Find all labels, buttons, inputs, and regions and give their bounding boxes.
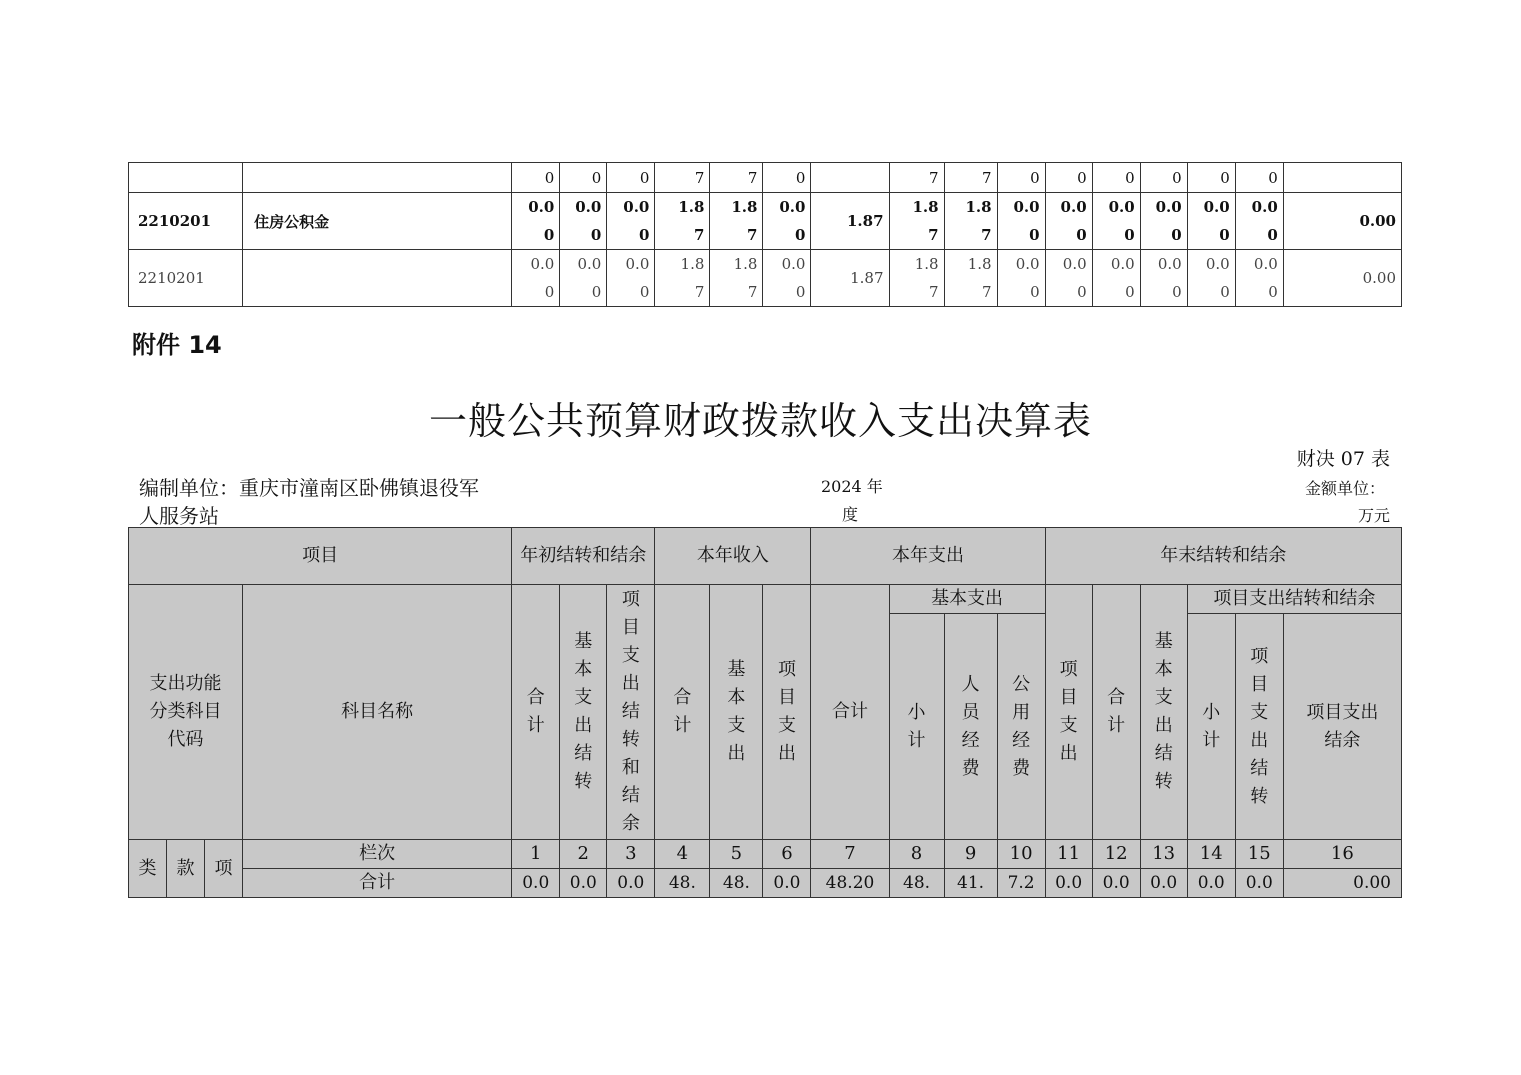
header-project-carry: [607, 585, 655, 840]
cell-line: 0.0: [1251, 198, 1278, 216]
cell-line: 0: [544, 283, 555, 301]
table-cell: 0.00: [1283, 250, 1401, 307]
header-end-basic-carry: [1140, 585, 1187, 840]
table-cell: [560, 193, 607, 250]
cell-line: 7: [929, 283, 939, 301]
header-begin-total-label: 合计: [526, 687, 545, 736]
column-number: 9: [944, 840, 997, 869]
table-cell: 7: [710, 163, 763, 193]
table-cell: [1045, 193, 1092, 250]
table-cell: [763, 250, 811, 307]
column-number: 1: [512, 840, 560, 869]
cell-line: 7: [981, 226, 992, 244]
total-label: 合计: [243, 869, 512, 898]
table-cell: 0: [1187, 163, 1235, 193]
header-end-project-carry-label: 项目支出结转: [1250, 645, 1269, 807]
table-cell: [710, 193, 763, 250]
table-cell: 0: [560, 163, 607, 193]
header-income-basic-label: 基本支出: [727, 659, 746, 764]
cell-line: 0: [1268, 283, 1278, 301]
cell-line: 1.8: [912, 198, 939, 216]
header-basic-carry: [560, 585, 607, 840]
cell-line: 1.8: [965, 198, 992, 216]
column-number: 10: [997, 840, 1045, 869]
column-number: 8: [889, 840, 944, 869]
total-cell: 0.0: [1187, 869, 1235, 898]
cell-line: 0.0: [1203, 198, 1230, 216]
table-cell: [997, 193, 1045, 250]
cell-line: 0: [1267, 226, 1278, 244]
header-expense-project: [1045, 585, 1092, 840]
header-public-label: 公用经费: [1012, 673, 1031, 779]
cell-line: 7: [982, 283, 992, 301]
total-cell: 0.0: [607, 869, 655, 898]
header-end-project-balance: [1283, 614, 1401, 840]
header-income-project: [763, 585, 811, 840]
column-number: 4: [655, 840, 710, 869]
table-row: [129, 250, 1402, 307]
header-end-total-label: 合计: [1107, 687, 1126, 736]
cell-line: 0.0: [1155, 198, 1182, 216]
year-line2: 度: [842, 505, 859, 524]
table-cell: 0: [997, 163, 1045, 193]
total-cell: 0.0: [1140, 869, 1187, 898]
table-cell: [1187, 250, 1235, 307]
page-title: 一般公共预算财政拨款收入支出决算表: [428, 399, 1092, 443]
table-cell: 0: [607, 163, 655, 193]
header-end-total: [1092, 585, 1140, 840]
header-end-basic-carry-label: 基本支出结转: [1154, 631, 1173, 792]
cell-line: 1.8: [733, 255, 758, 273]
table-cell: [1092, 193, 1140, 250]
table-cell: [710, 250, 763, 307]
table-cell: 0: [763, 163, 811, 193]
table-cell: 0: [1045, 163, 1092, 193]
table-cell: [1045, 250, 1092, 307]
column-number-row: [129, 840, 1402, 869]
header-func-code-label: 支出功能分类科目代码: [149, 673, 222, 750]
table-row: [129, 163, 1402, 193]
cell-line: 0: [543, 226, 555, 244]
column-number: 16: [1283, 840, 1401, 869]
column-number: 14: [1187, 840, 1235, 869]
cell-line: 0.0: [530, 255, 555, 273]
header-end-project: 项目支出结转和结余: [1187, 585, 1401, 614]
cell-line: 0: [1172, 283, 1182, 301]
header-expense-subtotal-label: 小计: [907, 701, 926, 751]
header-personnel: [944, 614, 997, 840]
cell-line: 0.0: [779, 198, 806, 216]
table-cell: [129, 163, 243, 193]
cell-line: 0.0: [1110, 255, 1135, 273]
header-begin-label: 年初结转和结余: [520, 545, 647, 566]
cell-line: 7: [694, 283, 705, 301]
cell-line: 0.0: [528, 198, 555, 216]
total-cell: 0.00: [1283, 869, 1401, 898]
cell-line: 1.8: [678, 198, 705, 216]
cell-line: 0: [1030, 283, 1040, 301]
cell-line: 0: [590, 226, 602, 244]
header-row: [129, 528, 1402, 585]
cell-line: 0: [1124, 226, 1135, 244]
table-cell: 0.00: [1283, 193, 1401, 250]
cell-line: 1.8: [914, 255, 939, 273]
column-number: 11: [1045, 840, 1092, 869]
header-begin-total: [512, 585, 560, 840]
table-cell: [811, 193, 889, 250]
total-cell: 48.: [889, 869, 944, 898]
total-cell: 48.: [655, 869, 710, 898]
cell-line: 0.0: [1205, 255, 1230, 273]
cell-line: 1.8: [731, 198, 758, 216]
header-income: 本年收入: [655, 528, 811, 585]
table-cell: [243, 163, 512, 193]
header-func-code: [129, 585, 243, 840]
table-cell: [889, 250, 944, 307]
cell-line: 0: [1220, 283, 1230, 301]
header-xiang: 项: [205, 840, 243, 898]
header-public: [997, 614, 1045, 840]
cell-line: 0.0: [1157, 255, 1182, 273]
total-cell: 0.0: [512, 869, 560, 898]
table-cell: 7: [944, 163, 997, 193]
header-end-subtotal-label: 小计: [1202, 701, 1221, 751]
table-cell: [944, 193, 997, 250]
table-cell: 0: [512, 163, 560, 193]
header-expense-project-label: 项目支出: [1059, 659, 1078, 764]
header-expense-subtotal: [889, 614, 944, 840]
subject-name: 住房公积金: [243, 193, 512, 250]
cell-line: 0: [639, 283, 650, 301]
total-row: [129, 869, 1402, 898]
table-cell: [560, 250, 607, 307]
cell-line: 0.0: [575, 198, 602, 216]
total-cell: 41.: [944, 869, 997, 898]
cell-line: 0.0: [1253, 255, 1278, 273]
table-cell: [655, 193, 710, 250]
cell-line: 0.0: [625, 255, 650, 273]
cell-line: 0.0: [1015, 255, 1040, 273]
header-income-total: [655, 585, 710, 840]
table-cell: [655, 250, 710, 307]
cell-line: 0.0: [781, 255, 806, 273]
table-cell: [1140, 250, 1187, 307]
year-line1: 2024 年: [821, 477, 883, 496]
cell-line: 7: [747, 226, 758, 244]
column-number: 5: [710, 840, 763, 869]
cell-line: 0.0: [577, 255, 602, 273]
table-cell: 7: [889, 163, 944, 193]
header-expense-basic: 基本支出: [889, 585, 1045, 614]
header-lei: 类: [129, 840, 167, 898]
budget-table: [128, 527, 1402, 898]
table-cell: [607, 250, 655, 307]
cell-line: 0: [1077, 283, 1087, 301]
column-number: 2: [560, 840, 607, 869]
unit-value: 万元: [1357, 506, 1390, 525]
cell-line: 1.87: [850, 269, 884, 287]
column-number: 13: [1140, 840, 1187, 869]
table-cell: [1187, 193, 1235, 250]
table-cell: [512, 250, 560, 307]
cell-line: 1.87: [846, 212, 884, 230]
table-cell: 0: [1092, 163, 1140, 193]
cell-line: 0: [1029, 226, 1040, 244]
column-number: 15: [1235, 840, 1283, 869]
table-cell: [1140, 193, 1187, 250]
subject-code: 2210201: [129, 193, 243, 250]
cell-line: 7: [747, 283, 758, 301]
total-cell: 48.: [710, 869, 763, 898]
cell-line: 0: [1219, 226, 1230, 244]
form-number: 财决 07 表: [1296, 448, 1390, 470]
cell-line: 0: [591, 283, 602, 301]
cell-line: 0: [1171, 226, 1182, 244]
header-basic-carry-label: 基本支出结转: [574, 631, 593, 792]
table-cell: 0: [1235, 163, 1283, 193]
cell-line: 7: [693, 226, 705, 244]
table-cell: [944, 250, 997, 307]
header-begin: [512, 528, 655, 585]
continuation-table: [128, 162, 1402, 307]
header-expense: 本年支出: [811, 528, 1045, 585]
cell-line: 7: [928, 226, 939, 244]
header-end: 年末结转和结余: [1045, 528, 1401, 585]
total-cell: 7.2: [997, 869, 1045, 898]
total-cell: 0.0: [560, 869, 607, 898]
header-income-basic: [710, 585, 763, 840]
total-cell: 0.0: [1045, 869, 1092, 898]
table-cell: [889, 193, 944, 250]
cell-line: 0.0: [1062, 255, 1087, 273]
cell-line: 1.8: [680, 255, 705, 273]
table-cell: [1235, 193, 1283, 250]
table-cell: [997, 250, 1045, 307]
column-number: 3: [607, 840, 655, 869]
table-cell: [1283, 163, 1401, 193]
column-number: 12: [1092, 840, 1140, 869]
header-end-subtotal: [1187, 614, 1235, 840]
column-number: 7: [811, 840, 889, 869]
total-cell: 0.0: [763, 869, 811, 898]
header-subject-name: 科目名称: [243, 585, 512, 840]
table-cell: [512, 193, 560, 250]
cell-line: 0: [1076, 226, 1087, 244]
header-item: 项目: [129, 528, 512, 585]
table-cell: 7: [655, 163, 710, 193]
column-label: 栏次: [243, 840, 512, 869]
org-name-line1: 编制单位：重庆市潼南区卧佛镇退役军: [139, 476, 479, 500]
cell-line: 0: [795, 226, 806, 244]
header-personnel-label: 人员经费: [961, 673, 980, 779]
table-cell: [607, 193, 655, 250]
cell-line: 0.0: [1060, 198, 1087, 216]
total-cell: 0.0: [1092, 869, 1140, 898]
annex-label: 附件 14: [132, 331, 222, 359]
header-project-carry-label: 项目支出结转和结余: [621, 589, 640, 834]
header-row: [129, 585, 1402, 614]
table-cell: 0: [1140, 163, 1187, 193]
cell-line: 0.0: [623, 198, 650, 216]
header-income-project-label: 项目支出: [777, 659, 796, 764]
cell-line: 0: [638, 226, 650, 244]
cell-line: 0.0: [1013, 198, 1040, 216]
cell-line: 0: [795, 283, 806, 301]
cell-line: 0: [1125, 283, 1135, 301]
subject-name: [243, 250, 512, 307]
subject-code: 2210201: [129, 250, 243, 307]
header-expense-total: 合计: [811, 585, 889, 840]
org-name-line2: 人服务站: [139, 504, 219, 528]
table-cell: [763, 193, 811, 250]
header-end-project-balance-label: 项目支出结余: [1306, 701, 1379, 751]
total-cell: 0.0: [1235, 869, 1283, 898]
column-number: 6: [763, 840, 811, 869]
total-cell: 48.20: [811, 869, 889, 898]
unit-label: 金额单位：: [1304, 479, 1385, 498]
header-end-project-carry: [1235, 614, 1283, 840]
table-cell: [1092, 250, 1140, 307]
cell-line: 0.0: [1108, 198, 1135, 216]
table-cell: [811, 163, 889, 193]
cell-line: 1.8: [967, 255, 992, 273]
table-cell: [811, 250, 889, 307]
table-cell: [1235, 250, 1283, 307]
table-row: [129, 193, 1402, 250]
header-income-total-label: 合计: [673, 687, 692, 736]
header-kuan: 款: [167, 840, 205, 898]
